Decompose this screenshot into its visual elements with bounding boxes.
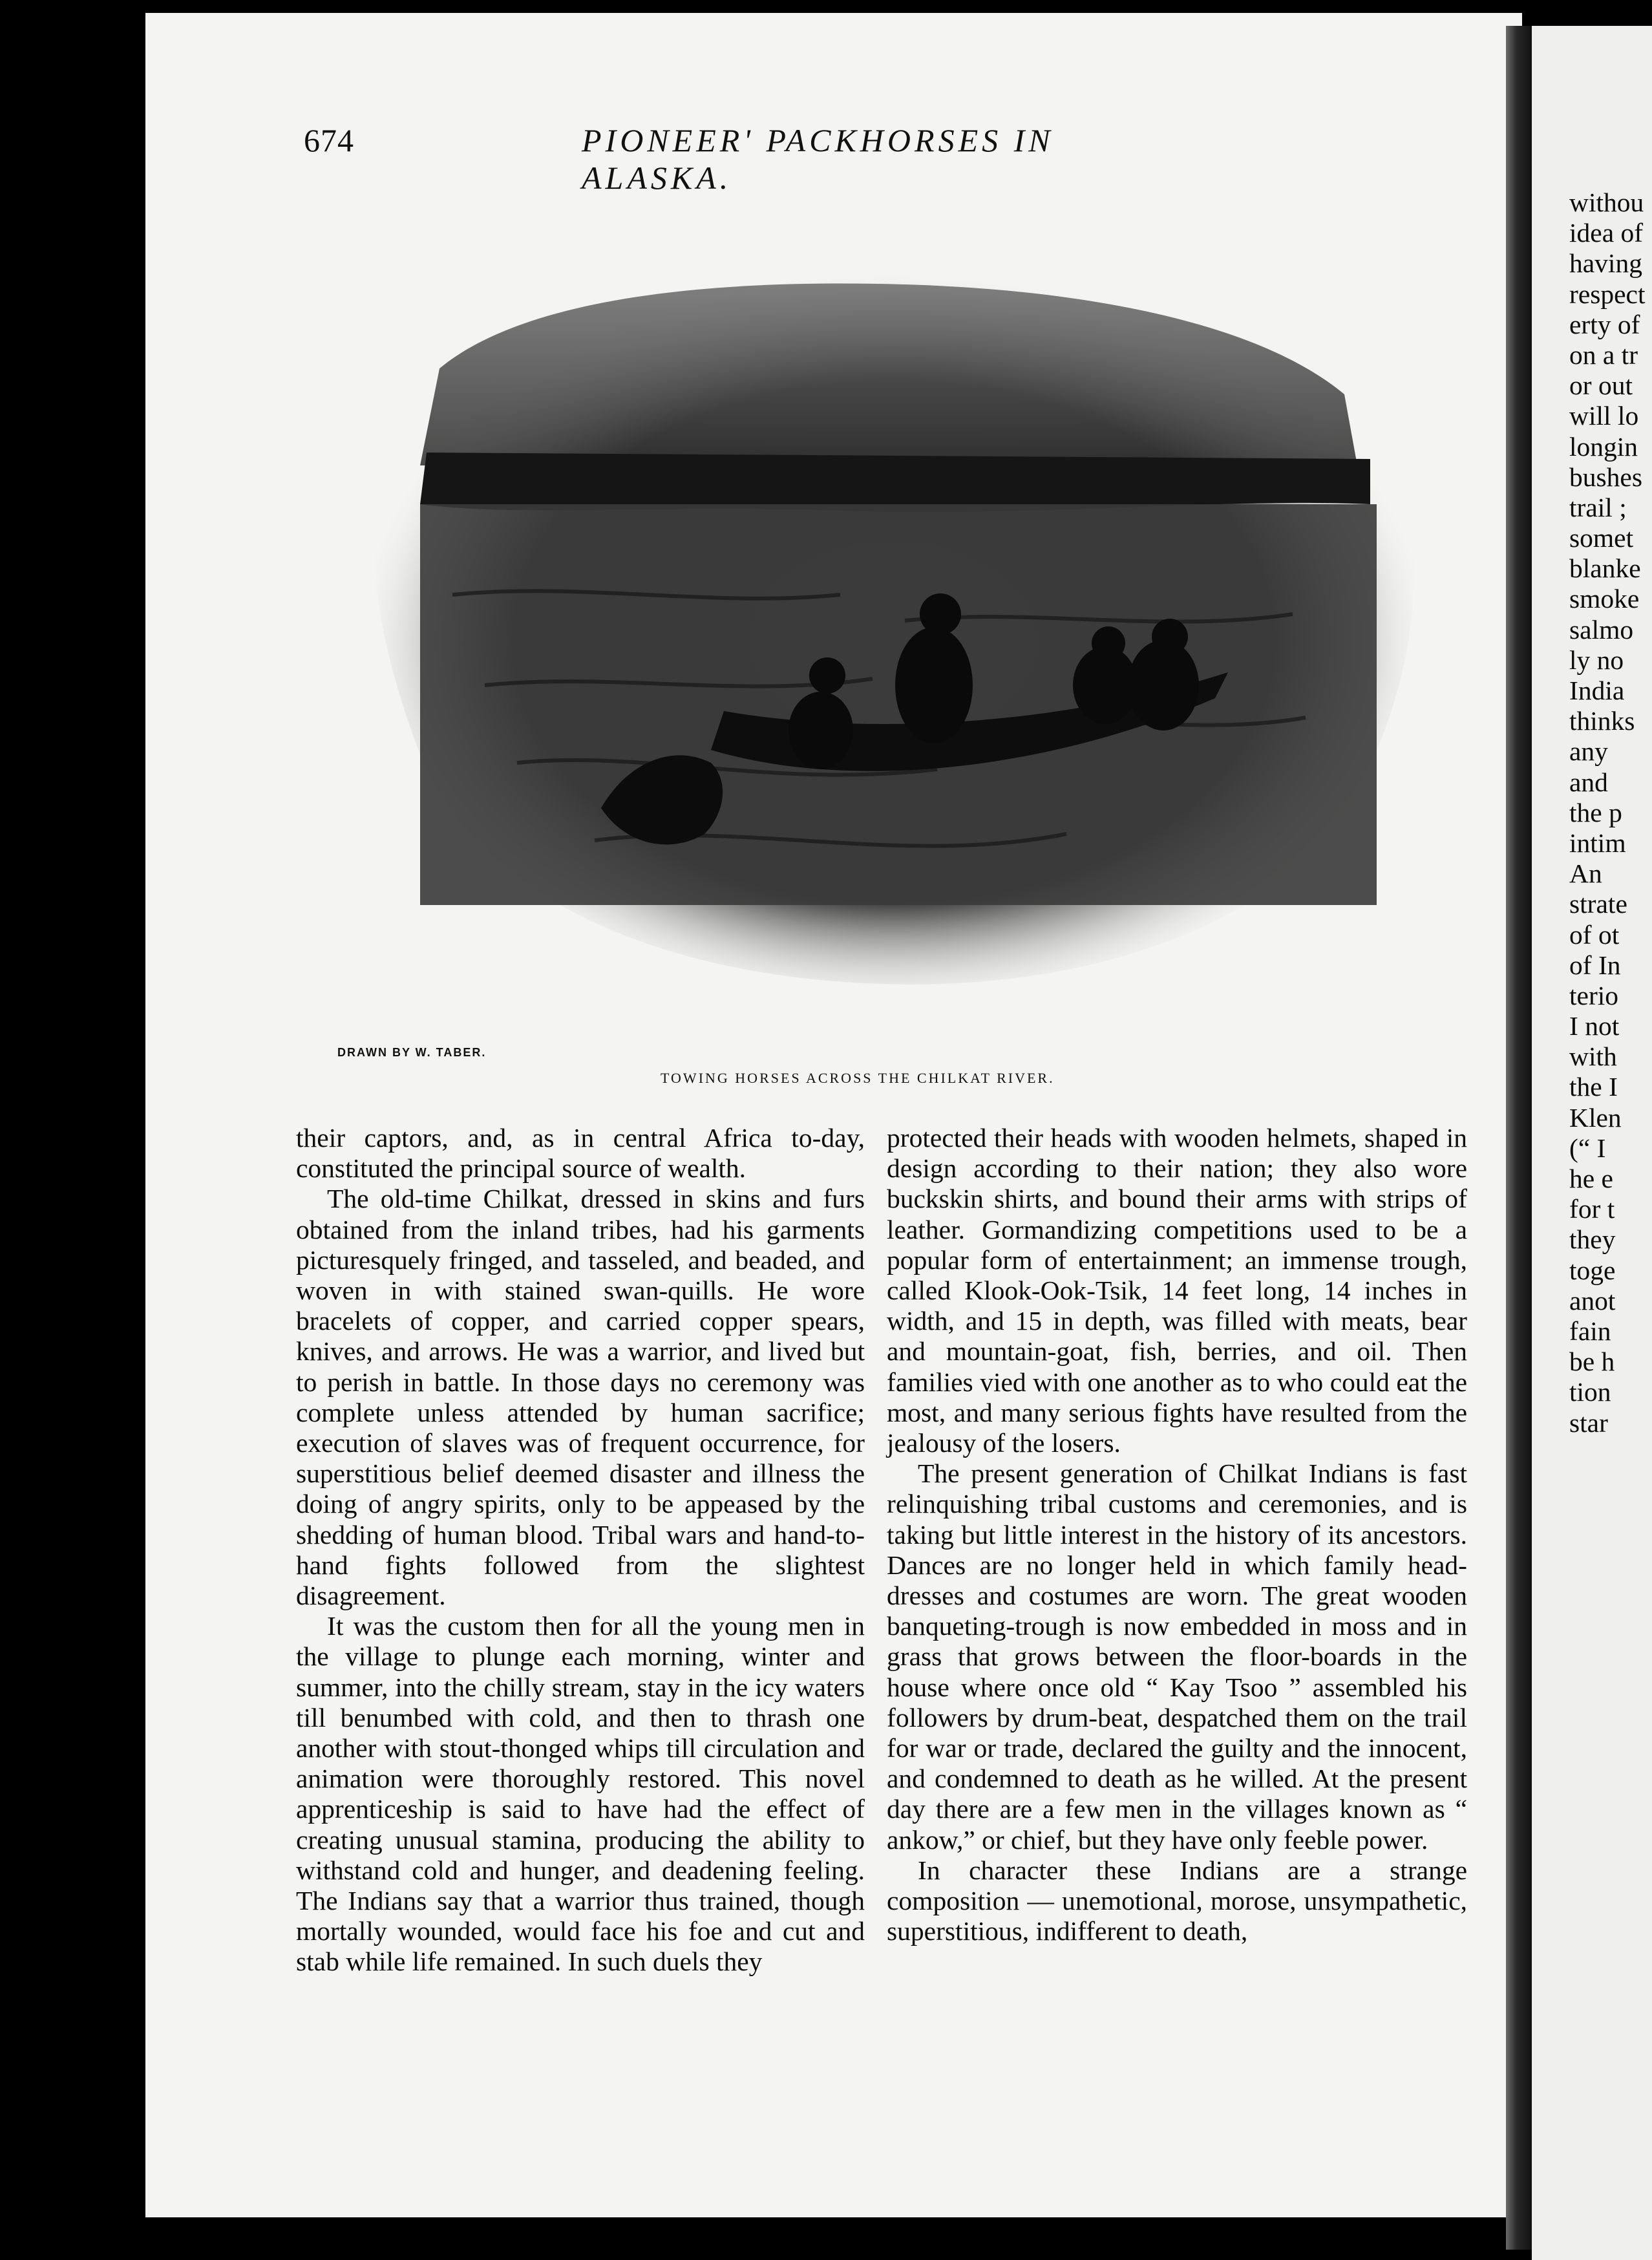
facing-page-line: An — [1569, 858, 1602, 889]
paragraph: It was the custom then for all the young men in the village to plunge each morning, winter and summer, into the chilly stream, stay in the icy waters till benumbed with cold, and then to thrash one another with stout-thonged whips till circulation and animation were thoroughly restored. This novel apprenticeship is said to have had the effect of creating unusual stamina, producing the ability to withstand cold and hunger, and deadening feeling. The Indians say that a warrior thus trained, though mortally wounded, would face his foe and cut and stab while life remained. In such duels they — [296, 1611, 865, 1977]
page-header — [304, 122, 1209, 196]
facing-page-line: the I — [1569, 1072, 1618, 1102]
facing-page-line: strate — [1569, 889, 1627, 919]
running-title: PIONEER' PACKHORSES IN ALASKA. — [582, 122, 1054, 196]
facing-page-line: fain — [1569, 1316, 1611, 1346]
facing-page-line: anot — [1569, 1285, 1616, 1316]
facing-page-line: India — [1569, 676, 1625, 705]
facing-page-line: of In — [1569, 950, 1621, 980]
far-shore-treeline — [420, 453, 1370, 512]
facing-page-line: he e — [1569, 1164, 1613, 1193]
facing-page-line: withou — [1569, 187, 1644, 217]
facing-page-line: toge — [1569, 1255, 1616, 1285]
facing-page-line: any — [1569, 736, 1608, 767]
facing-page-line: longin — [1569, 431, 1638, 462]
facing-page-line: blanke — [1569, 553, 1641, 584]
illustration-credit: DRAWN BY W. TABER. — [337, 1046, 487, 1059]
book-gutter — [1506, 26, 1532, 2250]
facing-page-line: I not — [1569, 1011, 1620, 1041]
facing-page-line: thinks — [1569, 706, 1635, 736]
facing-page-line: trail ; — [1569, 492, 1627, 522]
paragraph: protected their heads with wooden helmets, shaped in design according to their nation; they also wore buckskin shirts, and bound their arms with strips of leather. Gormandizing competitions used to be a popular form of entertainment; an immense trough, called Klook-Ook-Tsik, 14 feet long, 14 inches in width, and 15 in depth, was filled with meats, bear and mountain-goat, fish, berries, and oil. Then families vied with one another as to who could eat the most, and many serious fights have resulted from the jealousy of the losers. — [887, 1123, 1467, 1458]
facing-page-line: of ot — [1569, 919, 1620, 950]
facing-page-line: or out — [1569, 370, 1633, 401]
paragraph: In character these Indians are a strange composition — unemotional, morose, unsympathetic, superstitious, indifferent to death, — [887, 1855, 1467, 1946]
facing-page-line: salmo — [1569, 614, 1634, 645]
facing-page-line: Klen — [1569, 1102, 1622, 1133]
facing-page-line: smoke — [1569, 584, 1640, 614]
facing-page-line: intim — [1569, 827, 1626, 858]
illustration-caption: TOWING HORSES ACROSS THE CHILKAT RIVER. — [661, 1070, 1055, 1086]
facing-page-line: tion — [1569, 1377, 1611, 1407]
page-number: 674 — [304, 122, 354, 158]
facing-page-line: (“ I — [1569, 1133, 1606, 1163]
right-text-column — [887, 1123, 1467, 1946]
facing-page-line: on a tr — [1569, 339, 1638, 370]
paragraph: their captors, and, as in central Africa to-day, constituted the principal source of wealth. — [296, 1123, 865, 1184]
facing-page-line: having — [1569, 248, 1642, 279]
facing-page-line: star — [1569, 1407, 1608, 1438]
facing-page-line: somet — [1569, 523, 1634, 553]
facing-page-line: erty of — [1569, 309, 1640, 339]
facing-page-line: respect — [1569, 279, 1646, 309]
facing-page-line: for t — [1569, 1194, 1615, 1224]
facing-page-text — [1569, 187, 1646, 1438]
facing-page-line: the p — [1569, 797, 1622, 827]
facing-page-line: terio — [1569, 980, 1619, 1010]
facing-page-line: bushes — [1569, 462, 1642, 492]
facing-page-line: they — [1569, 1224, 1616, 1255]
facing-page-line: be h — [1569, 1347, 1615, 1377]
facing-page-line: ly no — [1569, 645, 1624, 675]
facing-page-line: idea of — [1569, 218, 1644, 248]
facing-page-line: will lo — [1569, 401, 1639, 431]
facing-page-line: and — [1569, 767, 1608, 797]
paragraph: The present generation of Chilkat Indians is fast relinquishing tribal customs and ceremonies, and is taking but little interest in the history of its ancestors. Dances are no longer held in which family head-dresses and costumes are worn. The great wooden banqueting-trough is now embedded in moss and in grass that grows between the floor-boards in the house where once old “ Kay Tsoo ” assembled his followers by drum-beat, despatched them on the trail for war or trade, declared the guilty and the innocent, and condemned to death as he willed. At the present day there are a few men in the villages known as “ ankow,” or chief, but they have only feeble power. — [887, 1458, 1467, 1855]
left-text-column — [296, 1123, 865, 1978]
facing-page-line: with — [1569, 1041, 1617, 1072]
paragraph: The old-time Chilkat, dressed in skins and furs obtained from the inland tribes, had his garments picturesquely fringed, and tasseled, and beaded, and woven in with stained swan-quills. He wore bracelets of copper, and carried copper spears, knives, and arrows. He was a warrior, and lived but to perish in battle. In those days no ceremony was complete unless attended by human sacrifice; execution of slaves was of frequent occurrence, for superstitious belief deemed disaster and illness the doing of angry spirits, only to be appeased by the shedding of human blood. Tribal wars and hand-to-hand fights followed from the slightest disagreement. — [296, 1184, 865, 1611]
illustration-towing-horses — [323, 233, 1461, 1008]
